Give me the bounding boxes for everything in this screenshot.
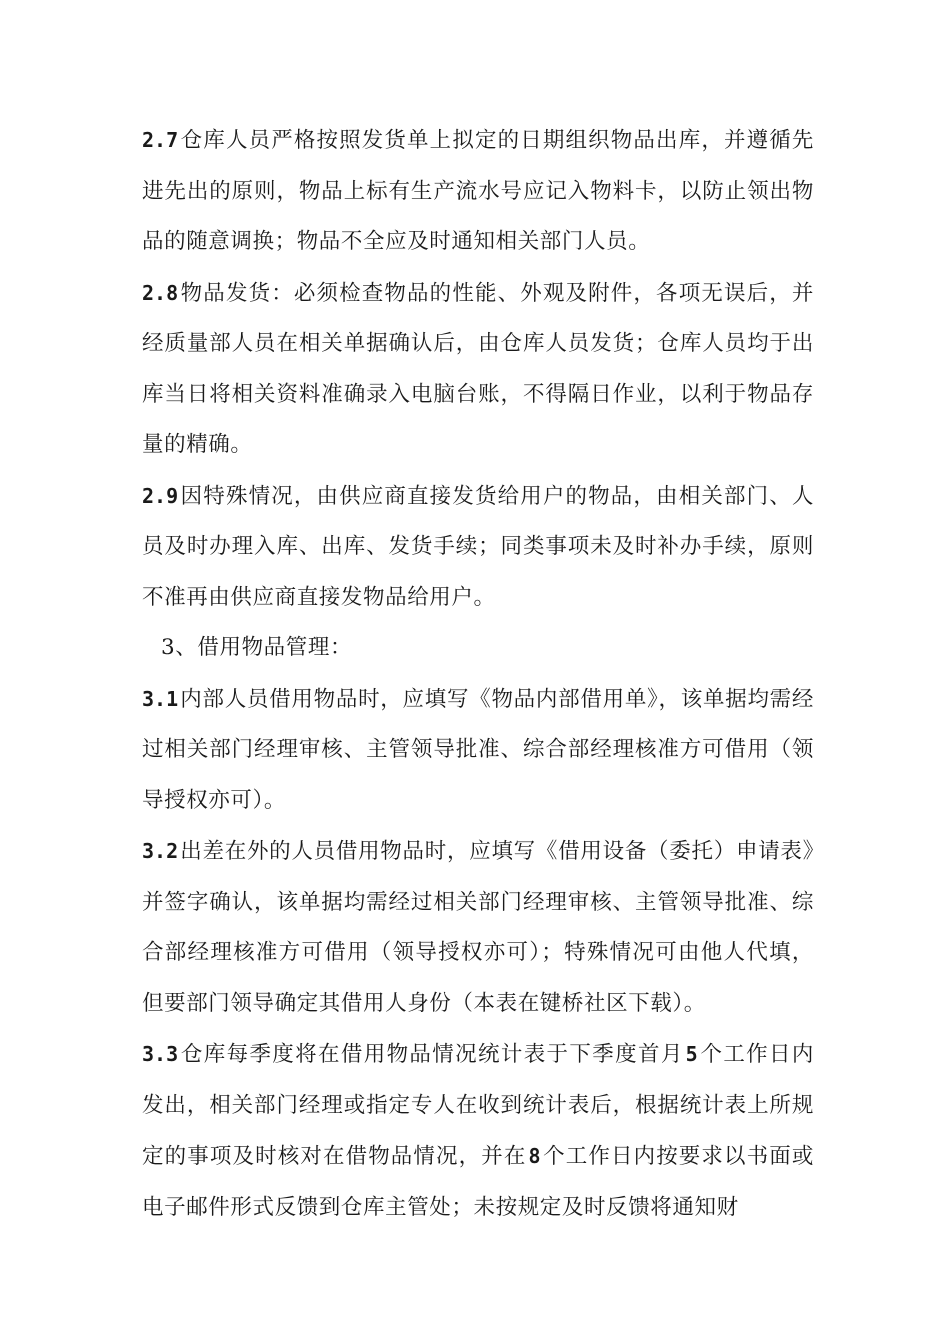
clause-number: 2.9	[142, 483, 179, 508]
section-heading: 3、借用物品管理：	[161, 635, 353, 660]
clause-text: 因特殊情况，由供应商直接发货给用户的物品，由相关部门、人员及时办理入库、出库、发货手续；同类事项未及时补办手续，原则不准再由供应商直接发物品给用户。	[142, 483, 814, 610]
clause-text-part: 个工作日内按要求以书面或电子邮件形式反馈到仓库主管处；未按规定及时反馈将通知财	[142, 1144, 815, 1220]
clause-number: 2.8	[142, 280, 179, 305]
clause-number: 3.2	[142, 839, 179, 863]
document-body	[142, 115, 814, 1233]
day-count: 5	[685, 1042, 698, 1066]
clause-text-part: 个工作日内发出，相关部门经理或指定专人在收到统计表后，根据统计表上所规定的事项及时核对在借物品情况，并在	[142, 1042, 814, 1169]
clause-text-part: 仓库每季度将在借用物品情况统计表于下季度首月	[180, 1042, 684, 1067]
paragraph-2-9	[142, 471, 814, 624]
clause-text: 出差在外的人员借用物品时，应填写《借用设备（委托）申请表》并签字确认，该单据均需经过相关部门经理审核、主管领导批准、综合部经理核准方可借用（领导授权亦可）；特殊情况可由他人代填，但要部门领导确定其借用人身份（本表在键桥社区下载）。	[142, 839, 814, 1016]
day-count: 8	[528, 1144, 541, 1168]
clause-number: 3.3	[142, 1042, 179, 1066]
clause-text: 仓库人员严格按照发货单上拟定的日期组织物品出库，并遵循先进先出的原则，物品上标有生产流水号应记入物料卡，以防止领出物品的随意调换；物品不全应及时通知相关部门人员。	[142, 128, 814, 254]
paragraph-2-8	[142, 268, 814, 471]
paragraph-3-3	[142, 1029, 814, 1233]
paragraph-3-1	[142, 674, 814, 827]
clause-text: 内部人员借用物品时，应填写《物品内部借用单》，该单据均需经过相关部门经理审核、主管领导批准、综合部经理核准方可借用（领导授权亦可）。	[142, 686, 814, 813]
paragraph-2-7	[142, 115, 814, 268]
clause-number: 3.1	[142, 686, 179, 711]
clause-text: 物品发货：必须检查物品的性能、外观及附件，各项无误后，并经质量部人员在相关单据确认后，由仓库人员发货；仓库人员均于出库当日将相关资料准确录入电脑台账，不得隔日作业，以利于物品存量的精确。	[142, 280, 814, 457]
clause-number: 2.7	[142, 128, 179, 152]
paragraph-3-2	[142, 826, 814, 1029]
